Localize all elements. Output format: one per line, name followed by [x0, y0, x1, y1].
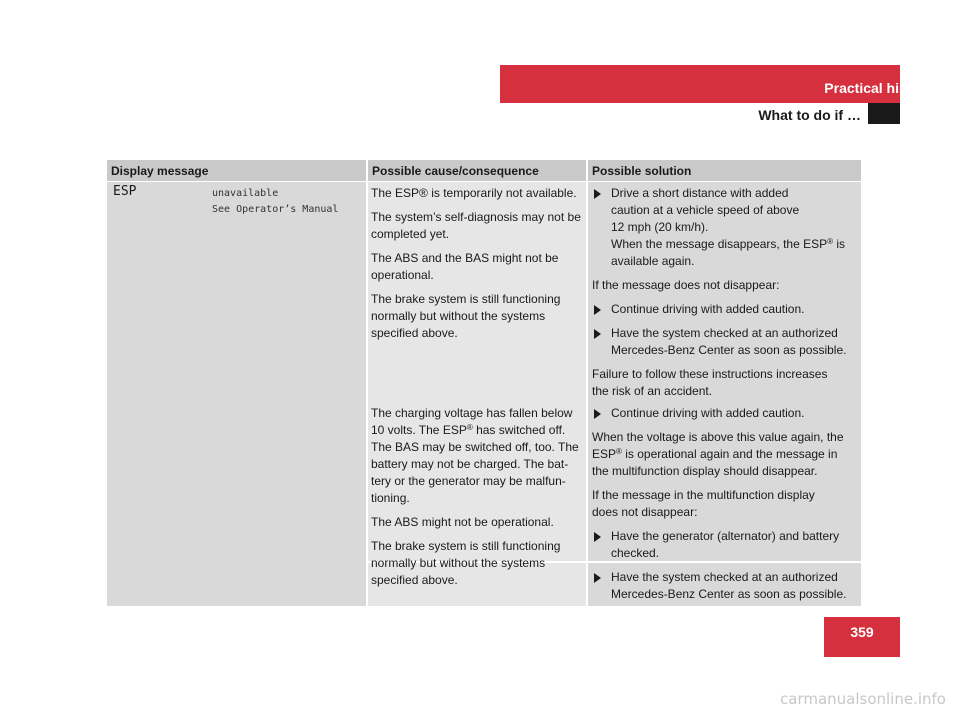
solution-bullet: Continue driving with added caution. [592, 301, 860, 318]
column-header-display-message: Display message [107, 160, 366, 181]
column-header-solution: Possible solution [588, 160, 861, 181]
solution-bullet: Continue driving with added caution. [592, 405, 860, 422]
row1-solution [592, 185, 860, 400]
display-message-text [212, 186, 338, 218]
solution-bullet: Have the system checked at an authorized Mercedes-Benz Center as soon as possible. [592, 569, 860, 603]
page-number: 359 [850, 624, 874, 640]
cause-paragraph: The ESP® is temporarily not available. [371, 186, 577, 200]
cause-paragraph: The charging voltage has fallen below 10 volts. The ESP® has switched off. The BAS may be switched off, too. The battery may not be charged. The bat- tery or the generator may be malfun- tioning. [371, 406, 579, 505]
row1-cause [371, 185, 581, 342]
solution-bullet: Drive a short distance with added caution at a vehicle speed of above 12 mph (20 km/h). When the message disappears, the ESP® is available again. [592, 185, 860, 270]
row2-solution [592, 405, 860, 603]
column-header-cause: Possible cause/consequence [368, 160, 586, 181]
section-title: Practical hints [824, 80, 920, 96]
header-marker-block [868, 103, 900, 124]
solution-bullet: Have the generator (alternator) and battery checked. [592, 528, 860, 562]
registered-mark: ® [616, 447, 622, 456]
solution-paragraph: Failure to follow these instructions increases the risk of an accident. [592, 367, 828, 398]
solution-bullet: Have the system checked at an authorized Mercedes-Benz Center as soon as possible. [592, 325, 860, 359]
watermark-logo: carmanualsonline.info [780, 690, 946, 708]
solution-paragraph: When the voltage is above this value again, the ESP® is operational again and the message in the multifunction display should disappear. [592, 430, 844, 478]
solution-paragraph: If the message in the multifunction display does not disappear: [592, 488, 815, 519]
cause-paragraph: The ABS might not be operational. [371, 515, 554, 529]
cause-paragraph: The brake system is still functioning normally but without the systems specified above. [371, 539, 561, 587]
cause-paragraph: The system’s self-diagnosis may not be completed yet. [371, 210, 581, 241]
registered-mark: ® [827, 237, 834, 246]
cause-paragraph: The ABS and the BAS might not be operational. [371, 251, 559, 282]
display-code: ESP [113, 184, 137, 199]
display-message-line: See Operator’s Manual [212, 204, 339, 215]
row2-cause [371, 405, 581, 589]
cause-paragraph: The brake system is still functioning normally but without the systems specified above. [371, 292, 561, 340]
subsection-title: What to do if … [758, 107, 861, 123]
display-message-cell [107, 182, 366, 606]
solution-paragraph: If the message does not disappear: [592, 278, 780, 292]
registered-mark: ® [466, 423, 473, 432]
display-message-line: unavailable [212, 188, 279, 199]
